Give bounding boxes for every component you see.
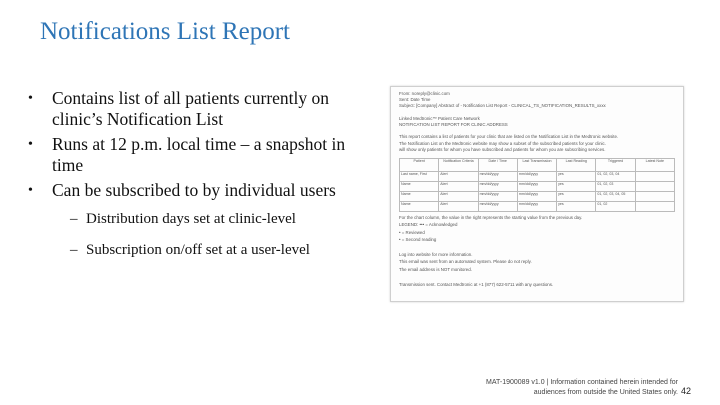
email-text-line: This email was sent from an automated system. Please do not reply.: [399, 259, 532, 265]
email-text-line: Linked Medtronic™ Patient Care Network: [399, 115, 480, 121]
email-text-line: Transmission sent. Contact Medtronic at +1 (877) 622-5711 with any questions.: [399, 281, 554, 287]
email-text-line: The Notification List on the Medtronic website may show a subset of the subscribed patients for your clinic.: [399, 140, 606, 146]
table-row: [400, 182, 675, 192]
email-text-line: For the chart column, the value in the right represents the starting value from the previous day.: [399, 215, 583, 220]
table-cell: [635, 182, 674, 192]
report-table-header: [400, 159, 675, 172]
footer-line: audiences from outside the United States only.: [533, 389, 678, 396]
table-cell: Alert: [439, 192, 478, 202]
table-header-cell: Patient: [400, 159, 439, 172]
table-cell: Alert: [439, 182, 478, 192]
table-cell: mm/dd/yyyy: [517, 182, 556, 192]
email-text-line: NOTIFICATION LIST REPORT FOR CLINIC ADDRESS: [399, 122, 508, 127]
table-header-cell: Triggered: [596, 159, 635, 172]
table-header-cell: Notification Criteria: [439, 159, 478, 172]
dash-glyph: –: [70, 211, 78, 227]
table-cell: mm/dd/yyyy: [478, 172, 517, 182]
bullet-text: Contains list of all patients currently on clinic’s Notification List: [52, 88, 330, 129]
table-cell: Name: [400, 182, 439, 192]
table-cell: yes: [557, 172, 596, 182]
table-header-cell: Latest Note: [635, 159, 674, 172]
table-cell: Name: [400, 192, 439, 202]
slide-title: Notifications List Report: [40, 18, 290, 45]
table-cell: 01, 02, 03, 04, 05: [596, 192, 635, 202]
table-header-cell: Date / Time: [478, 159, 517, 172]
table-cell: Alert: [439, 172, 478, 182]
report-table: [399, 158, 675, 212]
table-row: [400, 172, 675, 182]
email-text-line: LEGEND: ••• = Acknowledged: [399, 222, 458, 228]
table-cell: Alert: [439, 202, 478, 212]
table-cell: mm/dd/yyyy: [517, 202, 556, 212]
table-cell: mm/dd/yyyy: [478, 182, 517, 192]
table-cell: yes: [557, 202, 596, 212]
email-text-line: The email address is NOT monitored.: [399, 266, 472, 272]
email-text-line: From: noreply@clinic.com: [399, 91, 450, 96]
table-cell: 01, 02: [596, 202, 635, 212]
sub-bullet-text: Subscription on/off set at a user-level: [86, 242, 310, 258]
table-row: [400, 192, 675, 202]
sub-bullet-item: [26, 211, 371, 228]
slide-footer: [486, 378, 678, 398]
bullet-item: [26, 88, 371, 130]
sub-bullet-item: [26, 242, 371, 259]
table-cell: mm/dd/yyyy: [478, 202, 517, 212]
email-text-line: • = Second reading: [399, 237, 437, 243]
footer-line: MAT-1900089 v1.0 | Information contained herein intended for: [486, 379, 678, 386]
table-row: [400, 202, 675, 212]
table-header-cell: Last Transmission: [517, 159, 556, 172]
email-text-line: This report contains a list of patients for your clinic that are listed on the Notification List in the Medtronic website.: [399, 134, 619, 140]
email-text-line: will show only patients for whom you have subscribed and patients for whom you are subscribing services.: [399, 146, 606, 152]
email-report-thumbnail: [390, 86, 684, 302]
table-cell: [635, 192, 674, 202]
table-cell: yes: [557, 182, 596, 192]
table-header-cell: Last Reading: [557, 159, 596, 172]
table-cell: yes: [557, 192, 596, 202]
bullet-item: [26, 134, 371, 176]
table-cell: mm/dd/yyyy: [478, 192, 517, 202]
bullet-glyph: •: [28, 91, 33, 106]
email-text-line: • = Reviewed: [399, 229, 425, 235]
page-number: 42: [681, 386, 692, 396]
table-cell: Name: [400, 202, 439, 212]
bullet-list: [26, 88, 371, 259]
table-cell: Last name, First: [400, 172, 439, 182]
bullet-text: Runs at 12 p.m. local time – a snapshot in time: [52, 134, 346, 175]
email-text-line: Sent: Date Time: [399, 97, 431, 103]
bullet-glyph: •: [28, 137, 33, 152]
table-cell: mm/dd/yyyy: [517, 172, 556, 182]
table-cell: [635, 172, 674, 182]
bullet-text: Can be subscribed to by individual users: [52, 180, 336, 200]
bullet-glyph: •: [28, 183, 33, 198]
email-text-line: Log into website for more information.: [399, 252, 473, 257]
bullet-item: [26, 180, 371, 201]
table-cell: [635, 202, 674, 212]
sub-bullet-text: Distribution days set at clinic-level: [86, 211, 296, 227]
table-cell: 01, 02, 03, 04: [596, 172, 635, 182]
dash-glyph: –: [70, 242, 78, 258]
table-cell: mm/dd/yyyy: [517, 192, 556, 202]
table-cell: 01, 02, 03: [596, 182, 635, 192]
email-text-line: Subject: [Company] Abstract of - Notification List Report - CLINICAL_TS_NOTIFICATION_RESULTS_xxxx: [399, 103, 606, 109]
